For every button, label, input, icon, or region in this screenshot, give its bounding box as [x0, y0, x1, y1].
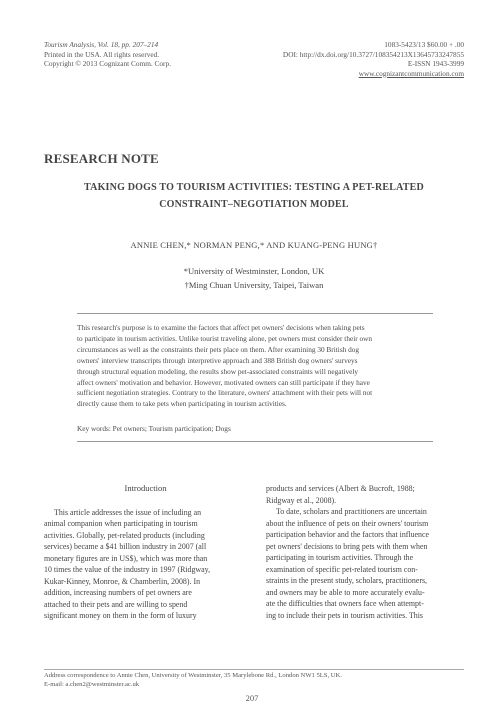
journal-header-right — [283, 40, 464, 78]
abstract-block — [77, 313, 433, 442]
title-line: CONSTRAINT–NEGOTIATION MODEL — [159, 199, 349, 210]
journal-citation: Tourism Analysis, Vol. 18, pp. 207–214 — [44, 40, 159, 49]
body-line: participation behavior and the factors that influence — [266, 530, 430, 539]
article-type-heading: RESEARCH NOTE — [44, 151, 159, 166]
abstract-line: affect owners' motivation and behavior. However, motivated owners can still participate if they have — [77, 377, 370, 387]
body-line: Ridgway et al., 2008). — [266, 495, 337, 505]
print-notice: Printed in the USA. All rights reserved. — [44, 49, 160, 59]
body-line: significant money on them in the form of luxury — [44, 611, 197, 620]
body-line: animal companion when participating in tourism — [44, 519, 198, 528]
body-line: pet owners' decisions to bring pets with them when — [266, 541, 428, 551]
body-line: monetary figures are in US$), which was more than — [44, 553, 208, 563]
body-line: participating in tourism activities. Through the — [266, 553, 414, 562]
abstract-line: through structural equation modeling, the results show pet-associated constraints will negatively — [77, 366, 359, 376]
body-line: products and services (Albert & Bucroft, 1988; — [266, 484, 415, 493]
publisher-website-link[interactable]: www.cognizantcommunication.com — [358, 68, 464, 78]
body-line: addition, increasing numbers of pet owners are — [44, 588, 192, 597]
body-line: This article addresses the issue of including an — [54, 507, 202, 517]
doi-link[interactable]: DOI: http://dx.doi.org/10.3727/108354213X13645733247855 — [282, 49, 464, 59]
abstract-text — [77, 323, 433, 410]
body-line: 10 times the value of the industry in 1997 (Ridgway, — [44, 565, 211, 574]
body-line: about the influence of pets on their owners' tourism — [266, 518, 429, 528]
abstract-line: This research's purpose is to examine the factors that affect pet owners' decisions when taking pets — [77, 323, 365, 332]
body-line: Kukar-Kinney, Monroe, & Chamberlin, 2008). In — [44, 576, 201, 586]
page-number: 207 — [245, 693, 259, 703]
body-line: services) became a $41 billion industry in 2007 (all — [44, 542, 207, 551]
body-column-left — [44, 483, 247, 622]
title-line: TAKING DOGS TO TOURISM ACTIVITIES: TESTING A PET-RELATED — [84, 182, 424, 193]
affiliation-ming-chuan: †Ming Chuan University, Taipei, Taiwan — [184, 280, 324, 290]
journal-header-left — [44, 40, 171, 69]
body-line: activities. Globally, pet-related products (including — [44, 530, 205, 540]
issn-price: 1083-5423/13 $60.00 + .00 — [384, 40, 464, 49]
body-line: examination of specific pet-related tourism con- — [266, 564, 418, 574]
body-line: attached to their pets and are willing to spend — [44, 599, 188, 609]
article-title — [44, 179, 464, 213]
footnote-email[interactable]: E-mail: a.chen2@westminster.ac.uk — [44, 680, 140, 688]
footnote-line: Address correspondence to Annie Chen, University of Westminster, 35 Marylebone Rd., London NW1 5LS, UK. — [44, 672, 342, 679]
body-line: ing to include their pets in tourism activities. This — [266, 610, 423, 620]
copyright-notice: Copyright © 2013 Cognizant Comm. Corp. — [44, 59, 171, 68]
author-list: ANNIE CHEN,* NORMAN PENG,* AND KUANG-PENG HUNG† — [130, 240, 378, 250]
body-line: straints in the present study, scholars, practitioners, — [266, 576, 427, 585]
affiliation-westminster: *University of Westminster, London, UK — [183, 266, 325, 276]
e-issn: E-ISSN 1943-3999 — [407, 59, 464, 68]
body-line: To date, scholars and practitioners are uncertain — [276, 507, 427, 516]
abstract-line: directly cause them to take pets when participating in tourism activities. — [77, 399, 287, 409]
body-line: and owners may be able to more accurately evalu- — [266, 587, 425, 597]
abstract-line: circumstances as well as the constraints their pets place on them. After examining 30 British dog — [77, 344, 360, 354]
abstract-line: sufficient negotiation strategies. Contrary to the literature, owners' attachment with their pets will not — [77, 388, 373, 398]
body-line: ate the difficulties that owners face when attempt- — [266, 599, 424, 608]
abstract-line: to participate in tourism activities. Unlike tourist traveling alone, pet owners must consider their own — [77, 333, 373, 343]
section-heading-introduction: Introduction — [124, 483, 167, 493]
body-column-right — [266, 483, 469, 621]
correspondence-footnote — [44, 669, 464, 690]
keywords: Key words: Pet owners; Tourism participation; Dogs — [77, 424, 231, 434]
abstract-line: owners' interview transcripts through interpretive approach and 388 British dog owners' surveys — [77, 355, 358, 365]
